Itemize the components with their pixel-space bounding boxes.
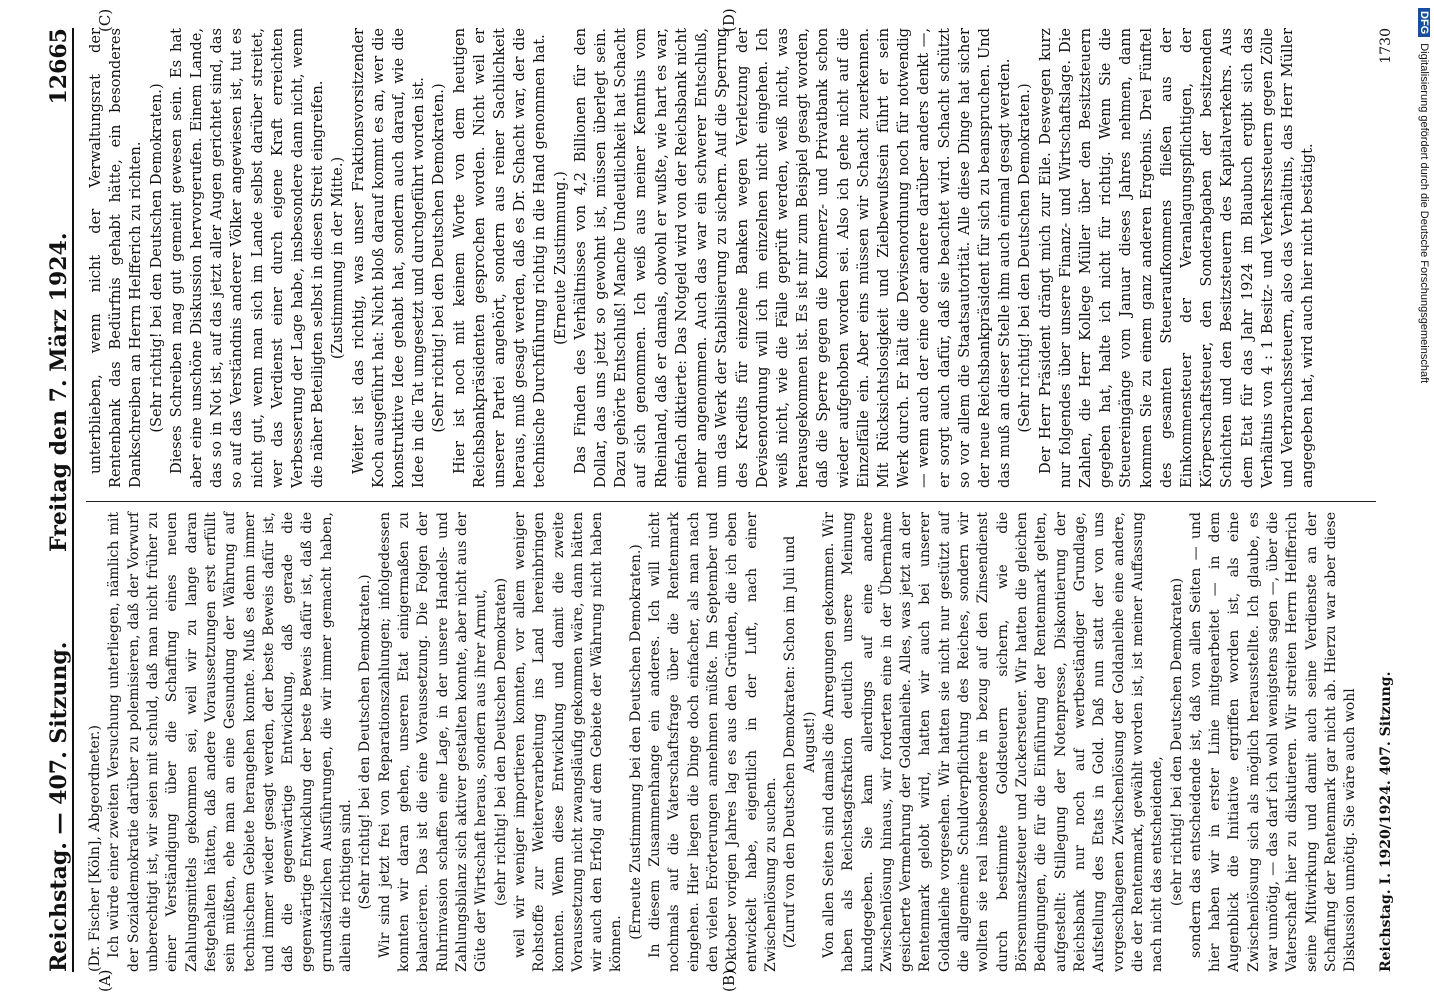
paragraph: Der Herr Präsident drängt mich zur Eile. Deswegen kurz nur folgendes über unsere Finanz- und Wirtschaftslage. Die Zahlen, die Herr Kollege Müller über den Besitzsteuern gegeben hat, halte ich nicht für richtig. Wenn Sie die Steuereingänge vom Januar dieses Jahres nehmen, dann kommen Sie zu einem ganz anderen Ergebnis. Drei Fünftel des gesamten Steueraufkommens fließen aus der Einkommensteuer der Veranlagungspflichtigen, der Körperschaftsteuer, den Sonderabgaben der besitzenden Schichten und den Besitzsteuern des Kapitalverkehrs. Aus dem Etat für das Jahr 1924 im Blaubuch ergibt sich das Verhältnis von 4 : 1 Besitz- und Verkehrssteuern gegen Zölle und Verbrauchssteuern, also das Verhältnis, das Herr Müller angegeben hat, wird auch hier nicht bestätigt. xyxy=(1036,28,1317,488)
interjection: (Sehr richtig! bei den Deutschen Demokraten.) xyxy=(147,83,165,433)
footer-citation: Reichstag. I. 1920/1924. 407. Sitzung. xyxy=(1378,671,1394,972)
paragraph: Weiter ist das richtig, was unser Fraktionsvorsitzender Koch ausgeführt hat: Nicht bloß darauf kommt es an, wer die konstruktive Idee gehabt hat, sondern auch darauf, wie die Idee in die Tat umgesetzt und durchgeführt worden ist. xyxy=(349,28,428,488)
left-column xyxy=(86,512,1361,972)
paragraph: sondern das entscheidende ist, daß von allen Seiten — und hier haben wir in erster Linie mitgearbeitet — in dem Augenblick die Initiative ergriffen worden ist, als eine Zwischenlösung sich als möglich herausstellte. Ich glaube, es war unnötig, — das darf ich wohl wenigstens sagen —, über die Vaterschaft hier zu diskutieren. Wir streiten Herrn Helfferich seine Mitwirkung und damit auch seine Verdienste an der Schaffung der Rentenmark gar nicht ab. Hierzu war aber diese Diskussion unnötig. Sie wäre auch wohl xyxy=(1187,512,1359,972)
interjection: (Erneute Zustimmung.) xyxy=(551,171,569,345)
digitization-credit: Digitalisierung gefördert durch die Deutsche Forschungsgemeinschaft xyxy=(1418,43,1430,384)
paragraph: Dieses Schreiben mag gut gemeint gewesen sein. Es hat aber eine unschöne Diskussion hervorgerufen. Einem Lande, das so in Not ist, auf das jetzt aller Augen gerichtet sind, das so auf das Verständnis anderer Völker angewiesen ist, tut es nicht gut, wenn man sich im Lande selbst darüber streitet, wer das Verdienst einer durch eigene Kraft erreichten Verbesserung der Lage habe, insbesondere dann nicht, wenn die näher Beteiligten selbst in diesen Streit eingreifen. xyxy=(167,28,327,488)
paragraph: unterblieben, wenn nicht der Verwaltungsrat der Rentenbank das Bedürfnis gehabt hätte, ein besonderes Dankschreiben an Herrn Helfferich zu richten. xyxy=(87,28,145,488)
margin-marker-c: (C) xyxy=(96,8,114,32)
margin-marker-a: (A) xyxy=(96,969,114,992)
paragraph: weil wir weniger importieren konnten, vor allem weniger Rohstoffe zur Weiterverarbeitung ins Land hereinbringen konnten. Wenn diese Entwicklung und damit die zweite Voraussetzung nicht zwangsläufig gekommen wäre, dann hätten wir auch den Erfolg auf dem Gebiete der Währung nicht haben können. xyxy=(511,512,625,972)
interjection: (Sehr richtig! bei den Deutschen Demokraten.) xyxy=(430,83,448,433)
dfg-logo: DFG xyxy=(1418,8,1430,37)
paragraph: Wir sind jetzt frei von Reparationszahlungen; infolgedessen konnten wir daran gehen, unseren Etat einigermaßen zu balancieren. Das ist die eine Voraussetzung. Die Folgen der Ruhrinvasion schaffen eine Lage, in der unsere Handels- und Zahlungsbilanz sich aktiver gestalten konnte, aber nicht aus der Güte der Wirtschaft heraus, sondern aus ihrer Armut, xyxy=(376,512,490,972)
header-title: Reichstag. — 407. Sitzung. xyxy=(46,641,72,972)
footer-sheet-number: 1730 xyxy=(1378,28,1394,64)
margin-marker-d: (D) xyxy=(720,8,738,32)
page-header xyxy=(42,28,74,972)
digitization-note xyxy=(1414,8,1430,992)
paragraph: In diesem Zusammenhange ein anderes. Ich will nicht nochmals auf die Vaterschaftsfrage über die Rentenmark eingehen. Hier liegen die Dinge doch einfacher, als man nach den vielen Erörterungen annehmen müßte. Im September und Oktober vorigen Jahres lag es aus den Gründen, die ich eben entwickelt habe, eigentlich in der Luft, nach einer Zwischenlösung zu suchen. xyxy=(647,512,779,972)
interjection: (Zuruf von den Deutschen Demokraten: Schon im Juli und August!) xyxy=(782,535,818,949)
interjection: (Erneute Zustimmung bei den Deutschen Demokraten.) xyxy=(627,544,644,940)
right-column xyxy=(86,28,1318,488)
paragraph: Von allen Seiten sind damals die Anregungen gekommen. Wir haben als Reichstagsfraktion deutlich unsere Meinung kundgegeben. Sie kam allerdings auf eine andere Zwischenlösung hinaus, wir forderten eine in der Übernahme gesicherte Vermehrung der Goldanleihe. Alles, was jetzt an der Rentenmark gelobt wird, hatten wir auch bei unserer Goldanleihe vorgesehen. Wir hatten sie nicht nur gestützt auf die allgemeine Schuldverpflichtung des Reiches, sondern wir wollten sie real insbesondere in bezug auf den Zinsendienst durch bestimmte Goldsteuern sichern, wie die Börsenumsatzsteuer und Zuckersteuer. Wir hatten die gleichen Bedingungen, die für die Einführung der Rentenmark gelten, aufgestellt: Stillegung der Notenpresse, Diskontierung der Reichsbank nur noch auf wertbeständiger Grundlage, Aufstellung des Etats in Gold. Daß nun statt der von uns vorgeschlagenen Zwischenlösung der Goldanleihe eine andere, die der Rentenmark, gewählt worden ist, ist meiner Auffassung nach nicht das entscheidende, xyxy=(820,512,1166,972)
page-number: 12665 xyxy=(46,28,72,105)
margin-marker-b: (B) xyxy=(720,969,738,992)
paragraph: Das Finden des Verhältnisses von 4,2 Billionen für den Dollar, das uns jetzt so gewohnt ist, müssen überlegt sein. Dazu gehörte Entschluß! Manche Undeutlichkeit hat Schacht auf sich genommen. Ich weiß aus meiner Kenntnis vom Rheinland, daß er damals, obwohl er wußte, wie hart es war, einfach diktierte: Das Notgeld wird von der Reichsbank nicht mehr angenommen. Auch das war ein schwerer Entschluß, um das Werk der Stabilisierung zu sichern. Auf die Sperrung des Kredits für einzelne Banken wegen Verletzung der Devisenordnung will ich im einzelnen nicht eingehen. Ich weiß nicht, wie die Fälle geprüft werden, weiß nicht, was herausgekommen ist. Es ist mir zum Beispiel gesagt worden, daß die Sperre gegen die Kommerz- und Privatbank schon wieder aufgehoben worden sei. Also ich gehe nicht auf die Einzelfälle ein. Aber eins müssen wir Schacht zuerkennen. Mit Rücksichtslosigkeit und Zielbewußtsein führt er sein Werk durch. Er hält die Devisenordnung noch für notwendig — wenn auch der eine oder andere darüber anders denkt —, er sorgt auch dafür, daß sie beachtet wird. Schacht schützt so vor allem die Staatsautorität. Alle diese Dinge hat sicher der neue Reichsbankpräsident für sich zu beanspruchen. Und das muß an dieser Stelle ihm auch einmal gesagt werden. xyxy=(571,28,1014,488)
interjection: (sehr richtig! bei den Deutschen Demokraten) xyxy=(492,577,509,907)
paragraph: Hier ist noch mit keinem Worte von dem heutigen Reichsbankpräsidenten gesprochen worden. Nicht weil er unserer Partei angehört, sondern aus reiner Sachlichkeit heraus, muß gesagt werden, daß es Dr. Schacht war, der die technische Durchführung richtig in die Hand genommen hat. xyxy=(450,28,549,488)
interjection: (Sehr richtig! bei den Deutschen Demokraten.) xyxy=(357,574,374,910)
header-date: Freitag den 7. März 1924. xyxy=(46,232,72,552)
speaker-line: (Dr. Fischer [Köln], Abgeordneter.) xyxy=(87,725,103,972)
interjection: (sehr richtig! bei den Deutschen Demokraten) xyxy=(1168,577,1185,907)
column-divider xyxy=(86,501,1376,502)
interjection: (Sehr richtig! bei den Deutschen Demokraten.) xyxy=(1016,83,1034,433)
paragraph: Ich würde einer zweiten Versuchung unterliegen, nämlich mit der Sozialdemokratie darüber zu polemisieren, daß der Vorwurf unberechtigt ist, wir seien mit schuld, daß man nicht früher zu einer Verständigung über die Schaffung eines neuen Zahlungsmittels gekommen sei, weil wir zu lange daran festgehalten hätten, daß andere Voraussetzungen erst erfüllt sein müßten, ehe man an eine Gesundung der Währung auf technischem Gebiete herangehen konnte. Muß es denn immer und immer wieder gesagt werden, der beste Beweis dafür ist, daß die gegenwärtige Entwicklung, daß gerade die gegenwärtige Entwicklung der beste Beweis dafür ist, daß die grundsätzlichen Ausführungen, die wir immer gemacht haben, allein die richtigen sind. xyxy=(106,512,355,972)
interjection: (Zustimmung in der Mitte.) xyxy=(329,156,347,360)
